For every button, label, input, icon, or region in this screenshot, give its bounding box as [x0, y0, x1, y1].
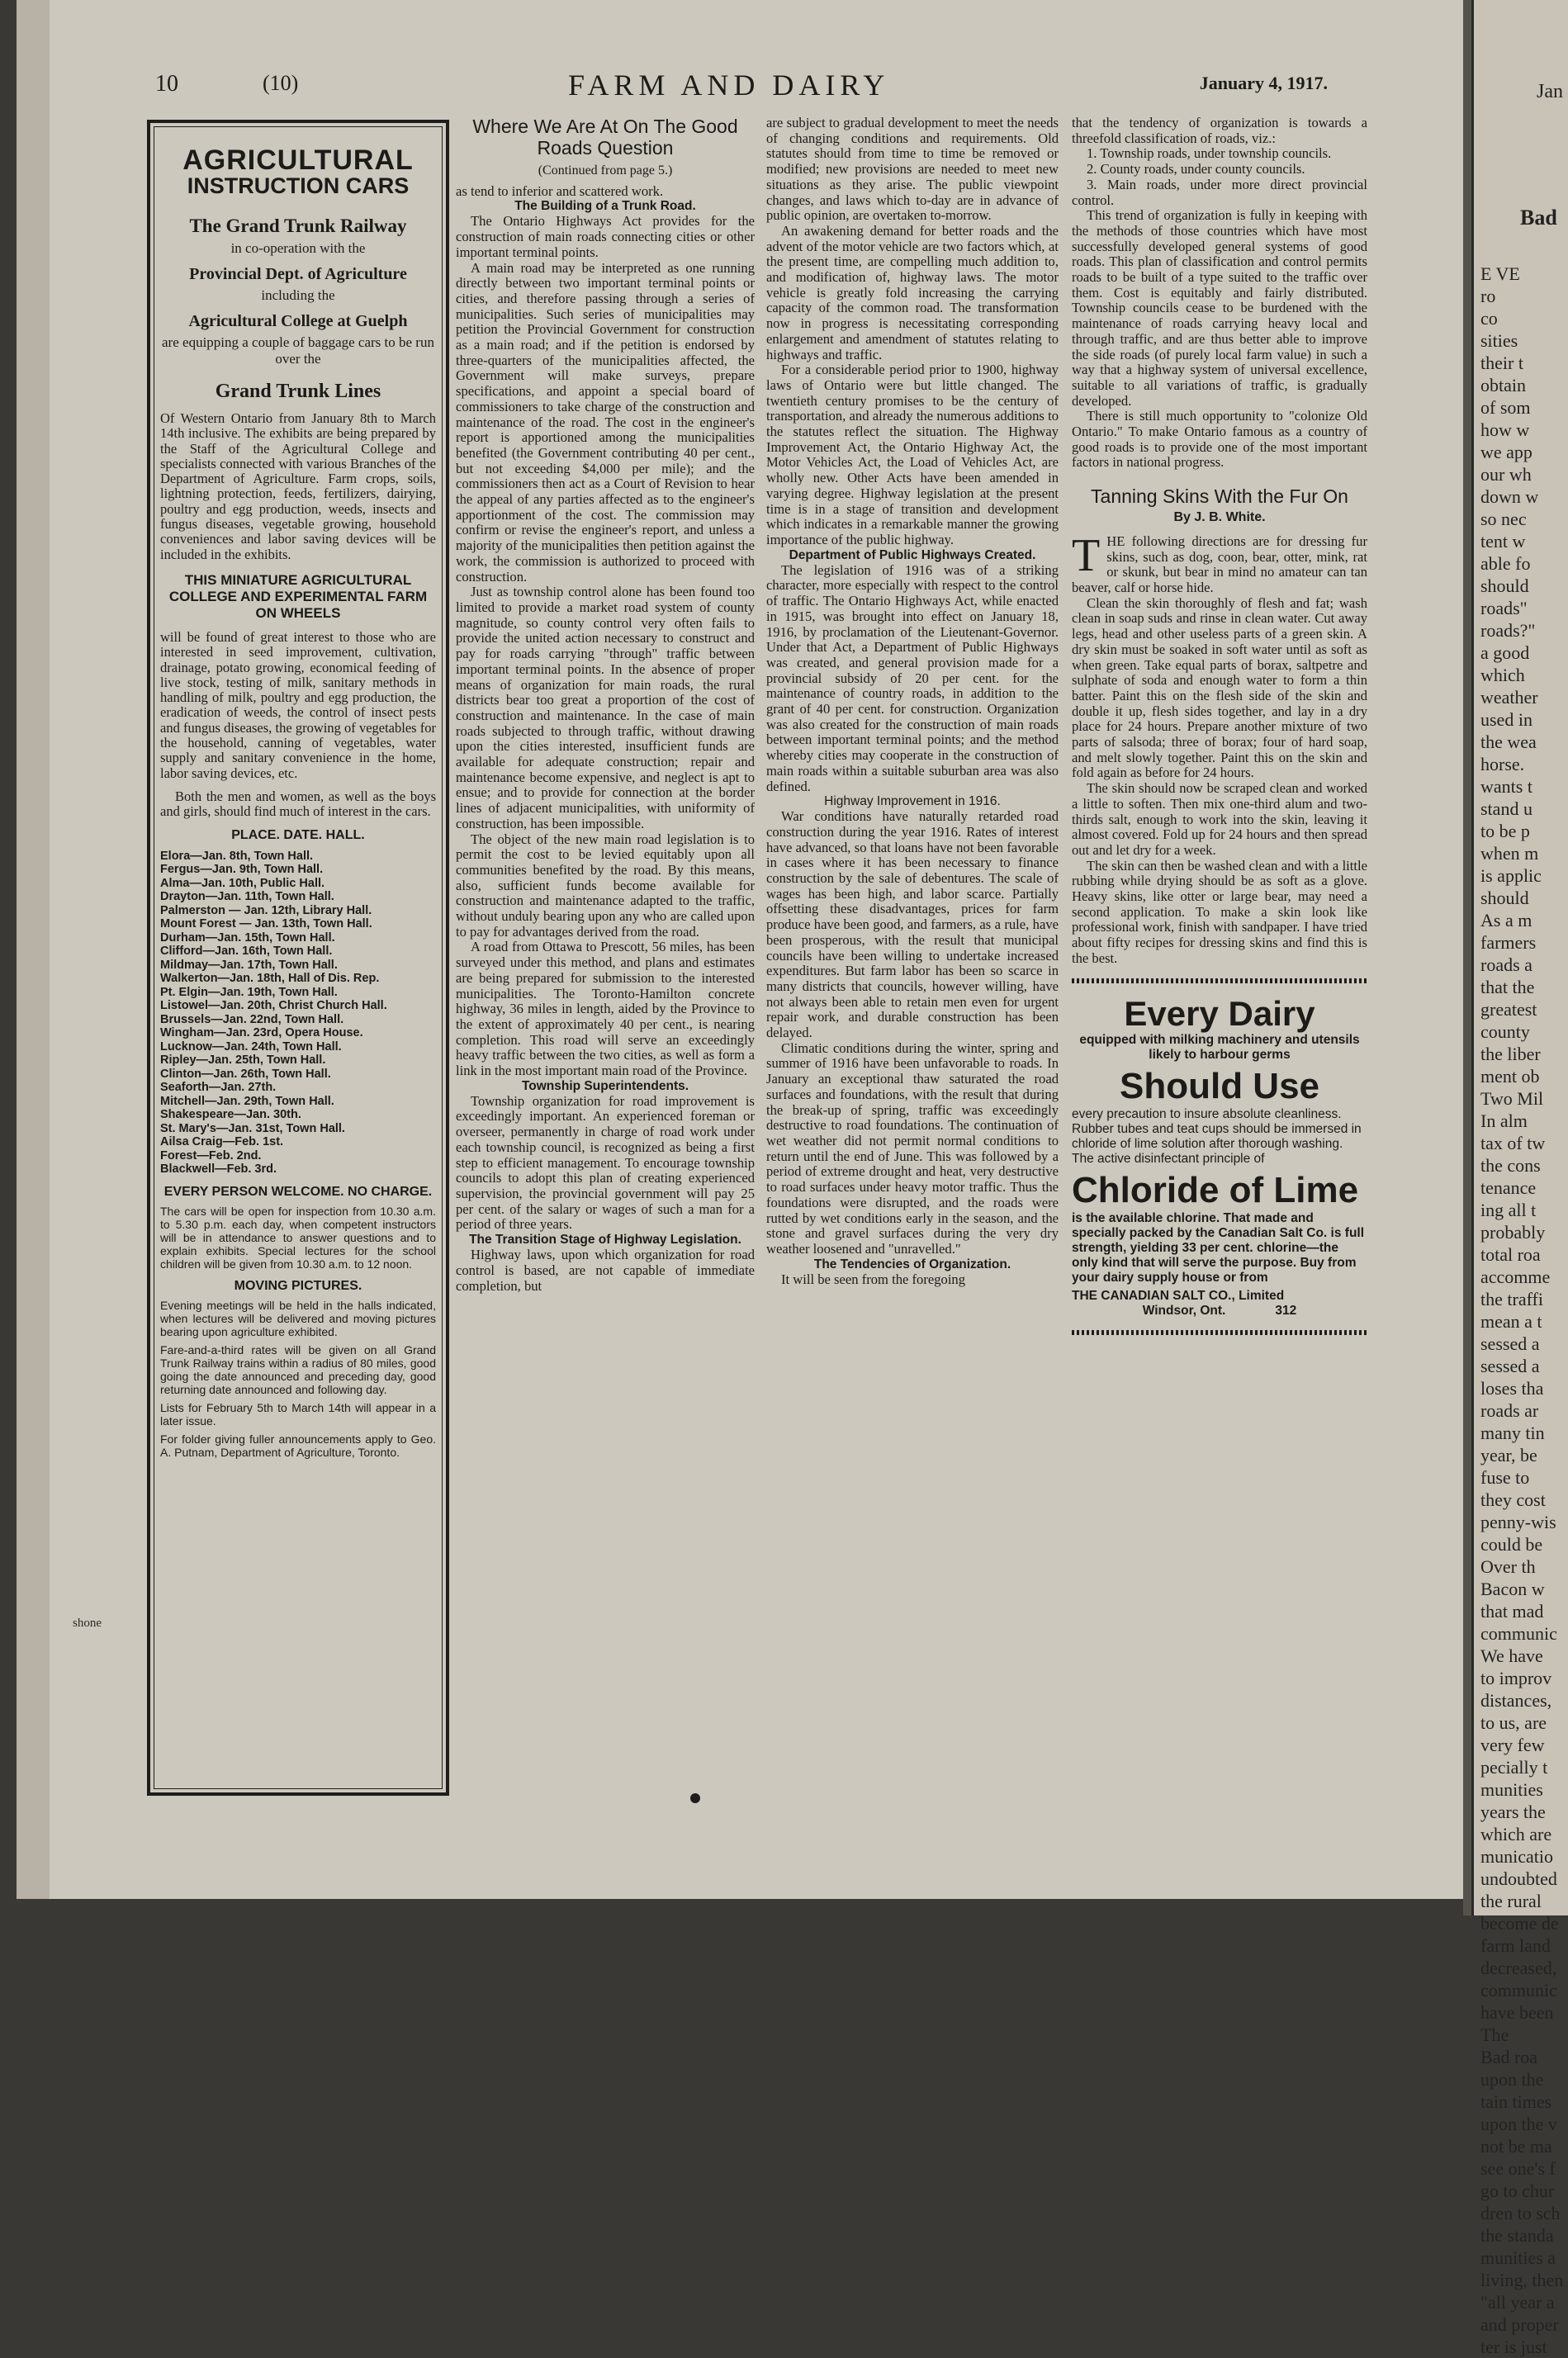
interest-paragraph: will be found of great interest to those who are interested in seed improvement, cultivation, drainage, potato growing, economical feeding of live stock, testing of milk, sanitary methods in handling of milk, poultry and egg production, the eradication of weeds, the control of insect pests and fungus diseases, the growing of vegetables for the household, canning of vegetables, water supply and sanitary convenience in the home, labor saving devices, etc.	[160, 628, 436, 781]
paragraph: Township organization for road improvement is exceedingly important. An experienced foreman or overseer, permanently in charge of road work under each township council, is recognized as being a first step to efficient management. To encourage township councils to adopt this plan of creating experienced supervision, the provincial government will pay 25 per cent. of the salary or wages of such a man for a period of three years.	[456, 1092, 755, 1233]
page-fold	[1463, 0, 1471, 1915]
open-paragraph: The cars will be open for inspection from 10.30 a.m. to 5.30 p.m. each day, when competent instructors will be in attendance to answer questions and to explain exhibits. Special lectures for the school children will be given from 10.30 a.m. to 12 noon.	[160, 1204, 436, 1271]
next-page-line: upon the v	[1480, 2114, 1557, 2134]
next-page-line: ter is just	[1480, 2337, 1547, 2357]
next-page-line: loses tha	[1480, 1378, 1544, 1399]
including-text: including the	[261, 287, 335, 303]
schedule-item: Walkerton—Jan. 18th, Hall of Dis. Rep.	[160, 972, 380, 986]
next-page-line: to be p	[1480, 821, 1530, 841]
college-name: Agricultural College at Guelph	[188, 312, 408, 330]
next-page-line: county	[1480, 1021, 1530, 1042]
next-page-line: Bacon w	[1480, 1579, 1545, 1599]
paragraph: War conditions have naturally retarded road construction during the year 1916. Rates of interest have advanced, so that loans have not been favorable in cases where it has been necessary to finance construction by the sale of debentures. The scale of wages has been high, and labor scarce. Partially offsetting these disadvantages, prices for farm produce have been good, and farmers, as a rule, have been prosperous, with the result that municipal councils have been willing to undertake increased expenditures. But farm labor has been so scarce in many districts that councils, however willing, have not always been able to retain men even for urgent repair work, and durable construction has been delayed.	[766, 808, 1059, 1041]
page-number: 10	[155, 71, 178, 97]
paragraph: are subject to gradual development to meet the needs of changing conditions and requirements. Old statutes should from time to time be removed or modified; new provisions are needed to meet new situations as they arise. The public viewpoint changes, and laws which to-day are in advance of public opinion, are overtaken to-morrow.	[766, 115, 1059, 224]
next-page-line: communic	[1480, 1980, 1557, 2001]
continued-note: (Continued from page 5.)	[538, 163, 673, 178]
next-page-line: to improv	[1480, 1668, 1552, 1688]
next-page-line: the wea	[1480, 732, 1537, 752]
schedule-item: Alma—Jan. 10th, Public Hall.	[160, 876, 325, 890]
next-page-line: they cost	[1480, 1489, 1546, 1510]
schedule-item: Drayton—Jan. 11th, Town Hall.	[160, 890, 334, 904]
moving-paragraph: Evening meetings will be held in the halls indicated, when lectures will be delivered and moving pictures bearing upon agriculture exhibited.	[160, 1298, 436, 1338]
moving-pictures-heading: MOVING PICTURES.	[234, 1278, 362, 1293]
next-page-line: should	[1480, 575, 1529, 596]
next-page-line: year, be	[1480, 1445, 1537, 1465]
ad-code: 312	[1275, 1303, 1297, 1318]
company-name: THE CANADIAN SALT CO., Limited	[1072, 1288, 1285, 1303]
next-page-line: roads?"	[1480, 620, 1536, 641]
next-page-line: tain times	[1480, 2091, 1552, 2112]
next-page-line: of som	[1480, 397, 1531, 418]
paragraph: The skin can then be washed clean and with a little rubbing while drying should be as soft as a glove. Heavy skins, like otter or large bear, may need a second application. To make a skin look like professional work, finish with sandpaper. I have tried about fifty recipes for dressing skins and find this is the best.	[1072, 857, 1367, 966]
next-page-line: fuse to	[1480, 1467, 1530, 1488]
next-page-line: weather	[1480, 687, 1538, 708]
paragraph: Highway laws, upon which organization for road control is based, are not capable of immediate completion, but	[456, 1247, 755, 1294]
dept-name: Provincial Dept. of Agriculture	[189, 265, 407, 283]
schedule-item: Elora—Jan. 8th, Town Hall.	[160, 849, 314, 863]
paragraph: The object of the new main road legislation is to permit the cost to be levied equitably upon all communities benefited by the road. By this means, also, sufficient funds become available for construction and maintenance adapted to the traffic, without unduly bearing upon any who are called upon to pay for advantages derived from the road.	[456, 831, 755, 940]
next-page-heading: Bad	[1520, 206, 1557, 230]
next-page-line: years the	[1480, 1802, 1546, 1822]
next-page-line: dren to sch	[1480, 2203, 1561, 2223]
railway-name: The Grand Trunk Railway	[189, 215, 407, 236]
subheading: Township Superintendents.	[521, 1078, 689, 1093]
next-page-line: We have	[1480, 1645, 1543, 1666]
schedule-item: Blackwell—Feb. 3rd.	[160, 1162, 277, 1177]
coop-text: in co-operation with the	[230, 240, 366, 256]
next-page-line: used in	[1480, 709, 1532, 730]
next-page-line: could be	[1480, 1534, 1543, 1555]
schedule-item: Durham—Jan. 15th, Town Hall.	[160, 930, 335, 945]
box-content	[160, 144, 436, 1459]
paragraph: The skin should now be scraped clean and worked a little to soften. Then mix one-third alum and two-thirds salt, enough to work into the skin, leaving it almost covered. Fold up for 24 hours and then spread out and let dry for a week.	[1072, 780, 1367, 858]
next-page-line: living, then	[1480, 2270, 1564, 2290]
next-page-line: should	[1480, 888, 1529, 908]
next-page-line: the cons	[1480, 1155, 1541, 1176]
miniature-heading: THIS MINIATURE AGRICULTURAL COLLEGE AND EXPERIMENTAL FARM ON WHEELS	[168, 571, 428, 621]
next-page-line: have been	[1480, 2002, 1554, 2023]
next-page-line: tent w	[1480, 531, 1526, 552]
schedule-item: Seaforth—Jan. 27th.	[160, 1081, 277, 1095]
ad-headline-every-dairy: Every Dairy	[1124, 993, 1315, 1033]
next-page-line: Bad roa	[1480, 2047, 1538, 2067]
ad-headline-chloride: Chloride of Lime	[1072, 1169, 1359, 1210]
next-page-line: "all year a	[1480, 2292, 1555, 2313]
page-number-paren: (10)	[263, 71, 299, 95]
next-page-line: obtain	[1480, 375, 1526, 395]
schedule-item: Clinton—Jan. 26th, Town Hall.	[160, 1067, 331, 1081]
next-page-line: mean a t	[1480, 1311, 1542, 1332]
next-page-line: the rural	[1480, 1891, 1542, 1911]
next-page-line: The	[1480, 2024, 1509, 2045]
next-page-line: municatio	[1480, 1846, 1553, 1867]
next-page-line: co	[1480, 308, 1498, 329]
paragraph: Climatic conditions during the winter, spring and summer of 1916 have been unfavorable to roads. In January an exceptional thaw saturated the road surfaces and foundations, with the result that during the break-up of spring, traffic was exceedingly destructive to road foundations. The continuation of wet weather did not permit normal conditions to return until the end of June. This was followed by a period of extreme drought and heat, very destructive to road surfaces under heavy motor traffic. Thus the foundations were disrupted, and the roads were rutted by wet conditions early in the season, and the stone and gravel surfaces during the very dry weather loosened and "unravelled."	[766, 1039, 1059, 1257]
next-page-line: roads a	[1480, 954, 1532, 975]
ad-text: is the available chlorine. That made and specially packed by the Canadian Salt Co. is full strength, yielding 33 per cent. chlorine—the only kind that will serve the purpose. Buy from your dairy supply house or from	[1072, 1210, 1365, 1285]
next-page-line: roads"	[1480, 598, 1528, 618]
next-page-line: that the	[1480, 977, 1535, 997]
paragraph: as tend to inferior and scattered work.	[456, 182, 664, 199]
next-page-line: when m	[1480, 843, 1539, 864]
next-page-line: wants t	[1480, 776, 1532, 797]
paragraph: Clean the skin thoroughly of flesh and fat; wash clean in soap suds and rinse in clean water. Cut away legs, head and other useless parts of a green skin. A dry skin must be soaked in soft water until as soft as when green. Take equal parts of borax, saltpetre and sulphate of soda and enough water to form a thin batter. Paint this on the flesh side of the skin and double it up, flesh sides together, and lay in a dry place for 24 hours. Prepare another mixture of two parts of salsoda; three of borax; four of hard soap, and melt slowly together. Paint this on the skin and fold again as before for 24 hours.	[1072, 594, 1367, 781]
next-page-line: farm land	[1480, 1935, 1551, 1956]
schedule-item: Fergus—Jan. 9th, Town Hall.	[160, 863, 324, 877]
schedule-item: Palmerston — Jan. 12th, Library Hall.	[160, 903, 372, 917]
paragraph: It will be seen from the foregoing	[781, 1271, 966, 1287]
next-page-line: how w	[1480, 419, 1530, 440]
tanning-first-paragraph	[1072, 529, 1367, 596]
ad-bottom-border	[1072, 1330, 1367, 1335]
schedule-item: Ailsa Craig—Feb. 1st.	[160, 1135, 284, 1149]
next-page-line: many tin	[1480, 1423, 1545, 1443]
next-page-line: is applic	[1480, 865, 1542, 886]
folder-paragraph: For folder giving fuller announcements apply to Geo. A. Putnam, Department of Agriculture, Toronto.	[160, 1432, 436, 1459]
next-page-line: their t	[1480, 353, 1523, 373]
next-page-line: which are	[1480, 1824, 1552, 1844]
paragraph: This trend of organization is fully in keeping with the methods of those countries which have most successfully developed general systems of good roads. This plan of classification and control permits roads to be built of a type suited to the traffic over them. Cost is equitably and fairly distributed. Township councils cease to be burdened with the maintenance of roads carrying heavy local and through traffic, and are thus better able to improve the side roads (of purely local farm value) in such a way that a highway system of universal excellence, suitable to all variations of traffic, is gradually developed.	[1072, 207, 1367, 409]
newspaper-title: FARM AND DAIRY	[568, 69, 890, 102]
paragraph: The legislation of 1916 was of a striking character, more especially with respect to the control of traffic. The Ontario Highways Act, while enacted in 1915, was brought into effect on January 18, 1916, by proclamation of the Lieutenant-Governor. Under that Act, a Department of Public Highways was created, and general provision made for a provincial subsidy of 20 per cent. for the maintenance of country roads, in addition to the grant of 40 per cent. for construction. Organization was also created for the construction of main roads between important terminal points; and the method whereby cities may cooperate in the construction of main roads within a suitable suburban area was also defined.	[766, 561, 1059, 794]
article-title-tanning: Tanning Skins With the Fur On	[1091, 485, 1348, 508]
next-page-line: distances,	[1480, 1690, 1552, 1711]
next-page-line: ment ob	[1480, 1066, 1540, 1087]
column-3	[766, 116, 1059, 1287]
margin-note: shone	[73, 1617, 102, 1630]
next-page-line: sessed a	[1480, 1333, 1540, 1354]
next-page-line: sessed a	[1480, 1356, 1540, 1376]
schedule-item: St. Mary's—Jan. 31st, Town Hall.	[160, 1121, 345, 1135]
next-page-line: pecially t	[1480, 1757, 1548, 1778]
page-header	[139, 64, 1352, 106]
ad-text: equipped with milking machinery and utensils likely to harbour germs	[1079, 1032, 1360, 1062]
next-page-line: ing all t	[1480, 1200, 1537, 1220]
next-page-body	[1476, 263, 1563, 2358]
next-page-line: penny-wis	[1480, 1512, 1556, 1532]
column-4	[1072, 116, 1367, 1347]
next-page-line: the liber	[1480, 1044, 1541, 1064]
ink-blot	[690, 1793, 700, 1803]
ad-top-border	[1072, 978, 1367, 983]
schedule-list	[160, 850, 436, 1177]
box-subtitle: INSTRUCTION CARS	[187, 173, 410, 198]
paragraph: An awakening demand for better roads and the advent of the motor vehicle are two factors which, at the present time, are compelling much addition to, and modification of, highway laws. The motor vehicle is greatly fold increasing the carrying capacity of the common road. The transformation now in progress is necessitating corresponding enlargement and amendment of statutes relating to highways and traffic.	[766, 222, 1059, 362]
box-intro: Of Western Ontario from January 8th to March 14th inclusive. The exhibits are being prepared by the Staff of the Agricultural College and specialists connected with various Branches of the Department of Agriculture. Farm crops, soils, lightning protection, feeds, fertilizers, dairying, poultry and egg production, weeds, insects and fungus diseases, vegetable growing, household conveniences and labor saving devices will be included in the exhibits.	[160, 410, 436, 562]
next-page-line: stand u	[1480, 798, 1532, 819]
next-page-line: decreased,	[1480, 1958, 1557, 1978]
schedule-item: Shakespeare—Jan. 30th.	[160, 1108, 301, 1122]
agricultural-instruction-box	[147, 120, 449, 1796]
schedule-item: Ripley—Jan. 25th, Town Hall.	[160, 1054, 326, 1068]
next-page-line: horse.	[1480, 754, 1525, 774]
page-edge-shadow	[17, 0, 50, 1899]
next-page-line: see one's f	[1480, 2158, 1556, 2179]
article-title-roads: Where We Are At On The Good Roads Question	[472, 116, 738, 159]
list-item: 3. Main roads, under more direct provincial control.	[1072, 176, 1367, 208]
paragraph: For a considerable period prior to 1900, highway laws of Ontario were but little changed. The twentieth century promises to be the century of transportation, and already the numerous additions to the statutes reflect the situation. The Highway Improvement Act, the Ontario Highway Act, the Motor Vehicles Act, the Load of Vehicles Act, are wholly new. Other Acts have been amended in varying degree. Highway legislation at the present time is in a stage of transition and development which indicates in a remarkable manner the growing importance of the public highway.	[766, 362, 1059, 547]
lists-paragraph: Lists for February 5th to March 14th will appear in a later issue.	[160, 1400, 436, 1428]
next-page-line: roads ar	[1480, 1400, 1539, 1421]
next-page-line: so nec	[1480, 509, 1527, 529]
box-title: AGRICULTURAL	[182, 144, 414, 176]
next-page-line: Over th	[1480, 1556, 1536, 1577]
paragraph: Just as township control alone has been found too limited to provide a market road system of county magnitude, so county control very often fails to provide the united action necessary to construct and pay for roads carrying "through" traffic between important terminal points. In the absence of proper means of organization for main roads, the rural districts bear too great a proportion of the cost of construction and maintenance. In the case of main roads subjected to through traffic, without drawing upon the cities interested, insufficient funds are available for adequate construction; repair and maintenance become expensive, and neglect is apt to ensue; and to provide for connection at the border lines of adjacent municipalities, with uniformity of construction, has been impossible.	[456, 584, 755, 831]
paragraph: A main road may be interpreted as one running directly between two important terminal points or cities, and therefore passing through a series of municipalities. Such series of municipalities may petition the Provincial Government for construction as a main road; and if the petition is endorsed by three-quarters of the municipalities affected, the Government will make surveys, prepare specifications, and appoint a special board of commissioners to take charge of the construction and maintenance of the road. The cost in the engineer's report is apportioned among the municipalities benefited (the Government contributing 40 per cent., but not exceeding $4,000 per mile); and the commissioners then act as a Court of Revision to hear the appeal of any parties affected as to the engineer's apportionment of the cost. The commission may confirm or revise the engineer's report, and unless a majority of the municipalities then petition against the work, the commission is authorized to proceed with construction.	[456, 259, 755, 585]
welcome-heading: EVERY PERSON WELCOME. NO CHARGE.	[163, 1184, 433, 1199]
next-page-line: probably	[1480, 1222, 1546, 1243]
chloride-of-lime-ad	[1072, 995, 1367, 1319]
subheading: Highway Improvement in 1916.	[824, 794, 1001, 809]
byline: By J. B. White.	[1173, 510, 1266, 525]
next-page-line: In alm	[1480, 1110, 1528, 1131]
next-page-line: down w	[1480, 486, 1539, 507]
paragraph: There is still much opportunity to "colonize Old Ontario." To make Ontario famous as a country of good roads is to provide one of the most important factors in national progress.	[1072, 408, 1367, 471]
next-page-line: greatest	[1480, 999, 1537, 1020]
next-page-line: munities	[1480, 1779, 1543, 1800]
next-page-line: tenance	[1480, 1177, 1537, 1198]
drop-cap: T	[1072, 529, 1101, 581]
ad-text: every precaution to insure absolute cleanliness. Rubber tubes and teat cups should be immersed in chloride of lime solution after thorough washing. The active disinfectant principle of	[1072, 1106, 1362, 1166]
subheading: The Building of a Trunk Road.	[514, 199, 696, 214]
lines-name: Grand Trunk Lines	[215, 381, 381, 402]
ad-company	[1072, 1289, 1367, 1304]
next-page-line: ro	[1480, 286, 1496, 306]
next-page-line: our wh	[1480, 464, 1532, 485]
next-page-line: become de	[1480, 1913, 1559, 1934]
next-page-line: the traffi	[1480, 1289, 1543, 1309]
next-page-line: accomme	[1480, 1267, 1551, 1287]
next-page-line: E VE	[1480, 263, 1520, 284]
schedule-item: Pt. Elgin—Jan. 19th, Town Hall.	[160, 985, 338, 999]
company-city: Windsor, Ont.	[1142, 1303, 1226, 1318]
subheading: The Transition Stage of Highway Legislation.	[469, 1233, 741, 1248]
next-page-line: As a m	[1480, 910, 1532, 930]
next-page-line: upon the	[1480, 2069, 1544, 2090]
schedule-item: Clifford—Jan. 16th, Town Hall.	[160, 945, 333, 959]
fare-paragraph: Fare-and-a-third rates will be given on all Grand Trunk Railway trains within a radius of 80 miles, good going the date announced and preceding day, good returning date announced and following day.	[160, 1342, 436, 1396]
next-page-line: undoubted	[1480, 1868, 1557, 1889]
next-page-line: we app	[1480, 442, 1532, 462]
paragraph: HE following directions are for dressing fur skins, such as dog, coon, bear, otter, mink, rat or skunk, but bear in mind no amateur can tan beaver, calf or horse hide.	[1072, 533, 1367, 595]
next-page-line: sities	[1480, 330, 1518, 351]
next-page-line: tax of tw	[1480, 1133, 1546, 1153]
next-page-line: communic	[1480, 1623, 1557, 1644]
schedule-item: Listowel—Jan. 20th, Christ Church Hall.	[160, 999, 387, 1013]
next-page-fragment	[1471, 0, 1568, 2357]
both-paragraph: Both the men and women, as well as the boys and girls, should find much of interest in the cars.	[160, 788, 436, 820]
list-item: 2. County roads, under county councils.	[1087, 161, 1305, 178]
next-page-line: to us, are	[1480, 1712, 1547, 1733]
equipping-text: are equipping a couple of baggage cars to be run over the	[162, 334, 434, 367]
schedule-item: Mount Forest — Jan. 13th, Town Hall.	[160, 917, 372, 931]
schedule-item: Forest—Feb. 2nd.	[160, 1148, 262, 1162]
schedule-item: Wingham—Jan. 23rd, Opera House.	[160, 1026, 363, 1040]
issue-date: January 4, 1917.	[1199, 73, 1328, 93]
list-item: 1. Township roads, under township councils.	[1087, 145, 1332, 162]
next-page-line: not be ma	[1480, 2136, 1552, 2157]
schedule-item: Mildmay—Jan. 17th, Town Hall.	[160, 958, 338, 972]
next-page-line: total roa	[1480, 1244, 1541, 1265]
subheading: The Tendencies of Organization.	[813, 1257, 1011, 1271]
paragraph: A road from Ottawa to Prescott, 56 miles, has been surveyed under this method, and plans and estimates are being prepared for submission to the interested municipalities. The Toronto-Hamilton concrete highway, 36 miles in length, aided by the Province to the extent of approximately 40 per cent., is nearing completion. This road will serve an exceedingly heavy traffic between the two cities, as well as form a link in the most important main road of the Province.	[456, 939, 755, 1079]
next-page-line: the standa	[1480, 2225, 1554, 2246]
ad-headline-should-use: Should Use	[1119, 1065, 1320, 1106]
next-page-line: very few	[1480, 1735, 1545, 1755]
next-page-line: and proper	[1480, 2314, 1559, 2335]
next-page-line: a good	[1480, 642, 1530, 663]
next-page-header: Jan	[1537, 81, 1563, 102]
ad-address	[1072, 1304, 1367, 1319]
column-2	[456, 116, 755, 1294]
schedule-heading: PLACE. DATE. HALL.	[231, 827, 365, 842]
next-page-line: go to chur	[1480, 2180, 1555, 2201]
schedule-item: Brussels—Jan. 22nd, Town Hall.	[160, 1012, 344, 1026]
schedule-item: Lucknow—Jan. 24th, Town Hall.	[160, 1039, 342, 1054]
next-page-line: that mad	[1480, 1601, 1544, 1622]
subheading: Department of Public Highways Created.	[789, 547, 1036, 562]
next-page-line: munities a	[1480, 2247, 1556, 2268]
next-page-line: farmers	[1480, 932, 1537, 953]
paragraph: that the tendency of organization is towards a threefold classification of roads, viz.:	[1072, 115, 1367, 146]
next-page-line: able fo	[1480, 553, 1531, 574]
schedule-item: Mitchell—Jan. 29th, Town Hall.	[160, 1094, 334, 1108]
next-page-line: Two Mil	[1480, 1088, 1544, 1109]
paragraph: The Ontario Highways Act provides for the construction of main roads connecting cities or other important terminal points.	[456, 213, 755, 260]
next-page-line: which	[1480, 665, 1525, 685]
